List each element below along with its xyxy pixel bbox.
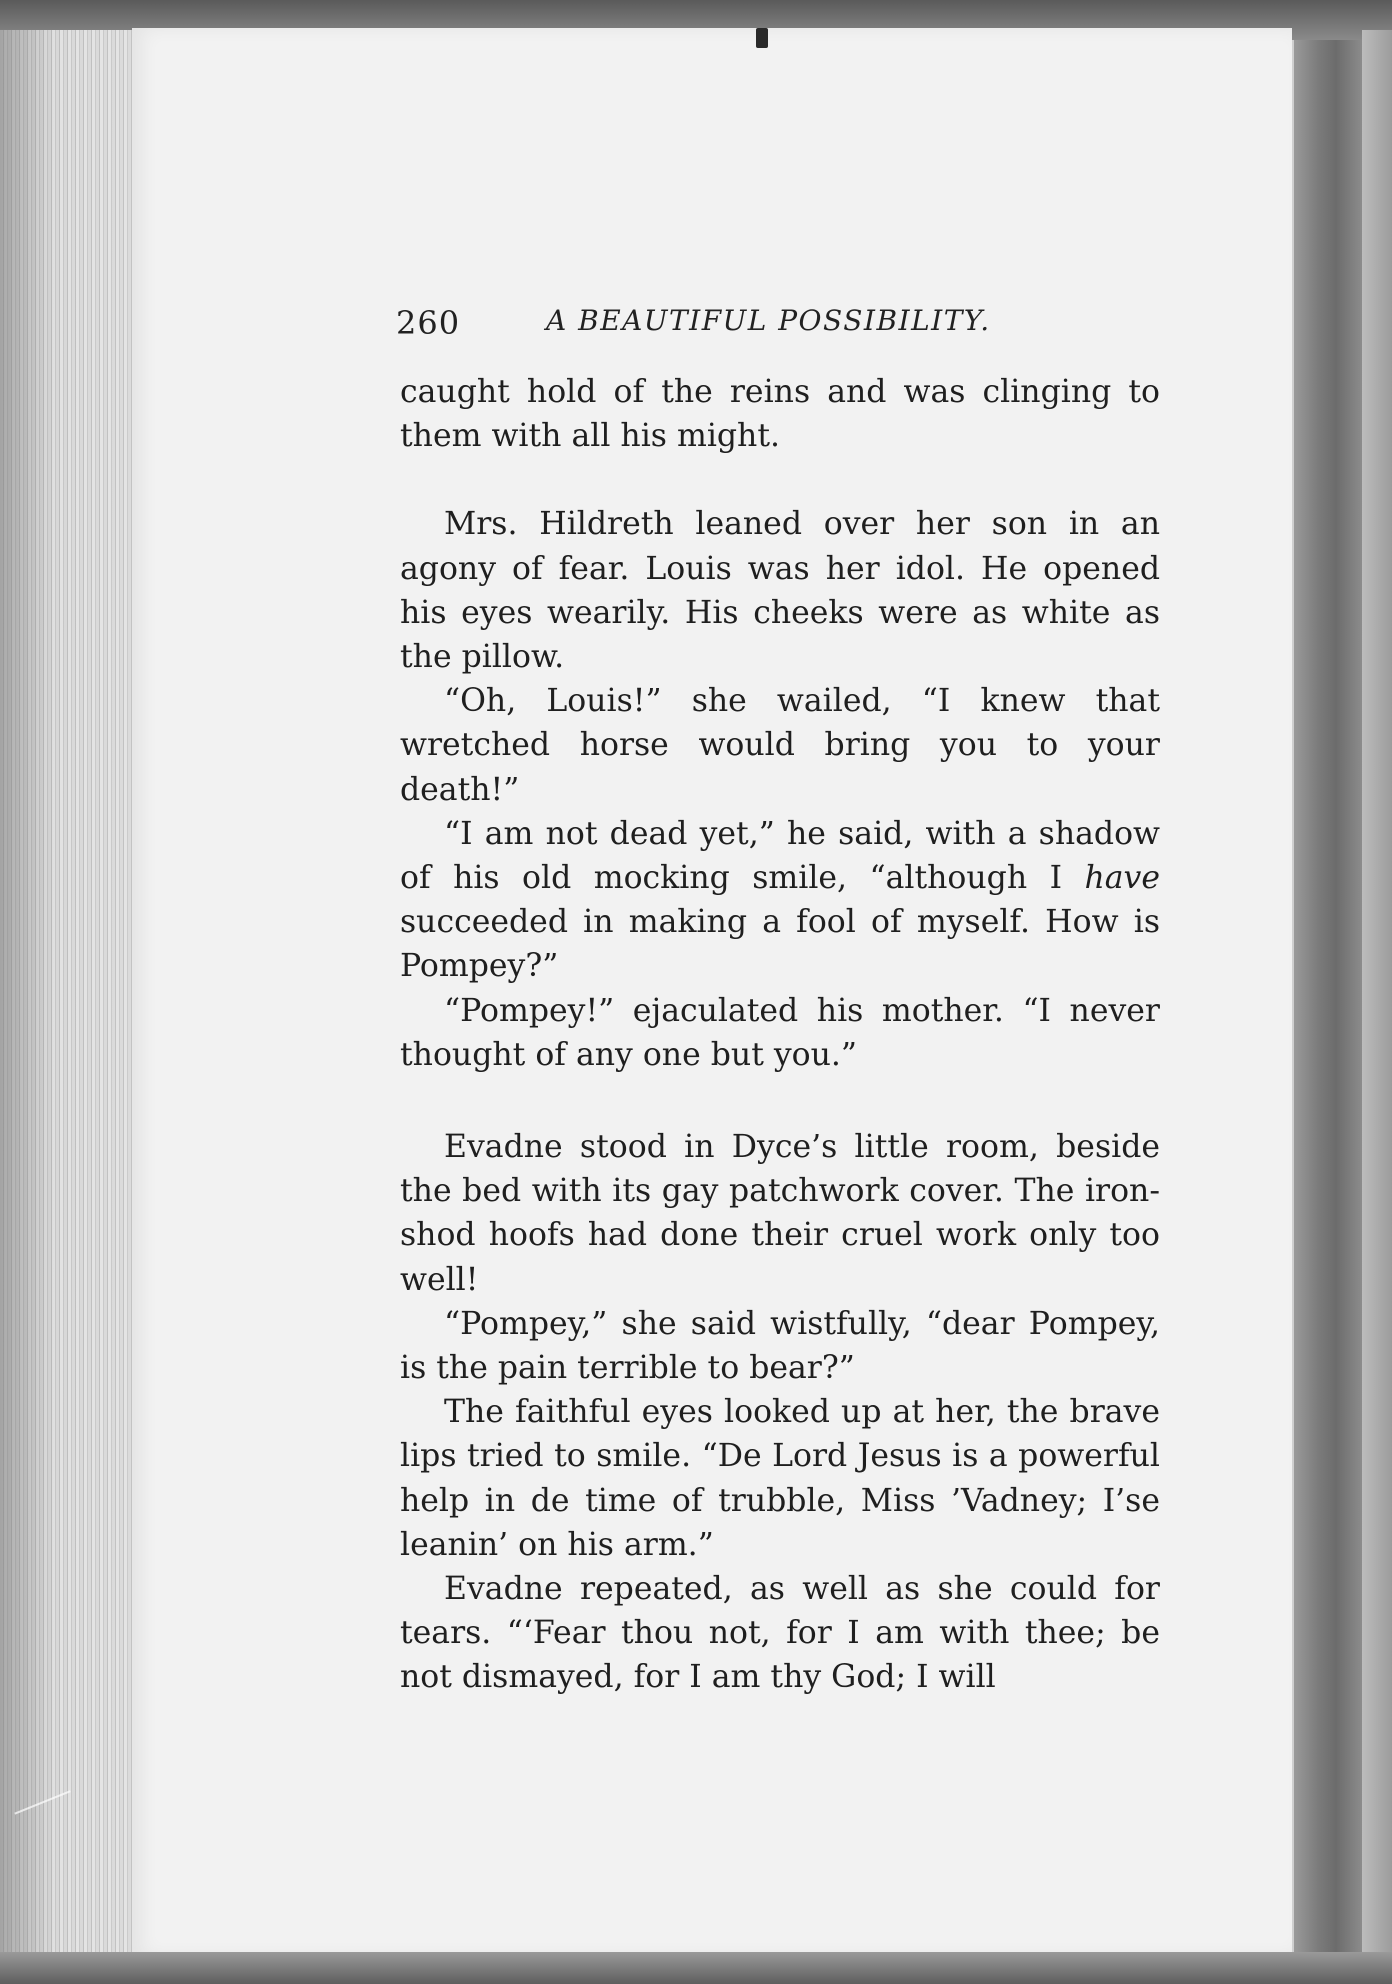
paragraph-5: “Pompey!” ejaculated his mother. “I never thought of any one but you.” <box>400 992 1160 1073</box>
paragraph-6: Evadne stood in Dyce’s little room, beside the bed with its gay patchwork cover. The iron-shod hoofs had done their cruel work only too well! <box>400 1129 1160 1298</box>
book-binding <box>1292 40 1364 1960</box>
page-edges-shadow <box>0 30 140 1960</box>
paragraph-4-part-a: “I am not dead yet,” he said, with a shadow of his old mocking smile, “although I <box>400 815 1160 897</box>
page-header <box>396 296 1156 346</box>
paragraph-4-part-b: succeeded in making a fool of myself. How is Pompey?” <box>400 904 1160 985</box>
running-title: A BEAUTIFUL POSSIBILITY. <box>546 304 991 337</box>
paragraph-9: Evadne repeated, as well as she could for tears. “‘Fear thou not, for I am with thee; be not dismayed, for I am thy God; I will <box>400 1571 1160 1696</box>
paragraph-1: caught hold of the reins and was clinging to them with all his might. <box>400 374 1160 455</box>
paragraph-3: “Oh, Louis!” she wailed, “I knew that wretched horse would bring you to your death!” <box>400 683 1160 808</box>
paragraph-4-emphasis: have <box>1084 860 1160 897</box>
paragraph-7: “Pompey,” she said wistfully, “dear Pompey, is the pain terrible to bear?” <box>400 1305 1160 1387</box>
gutter-mark <box>756 28 768 48</box>
paragraph-2: Mrs. Hildreth leaned over her son in an agony of fear. Louis was her idol. He opened his eyes wearily. His cheeks were as white as the pillow. <box>400 506 1160 676</box>
scan-frame-bottom <box>0 1952 1392 1984</box>
paragraph-8: The faithful eyes looked up at her, the brave lips tried to smile. “De Lord Jesus is a powerful help in de time of trubble, Miss ’Vadney; I’se leanin’ on his arm.” <box>400 1394 1160 1563</box>
body-text <box>400 370 1160 1700</box>
paragraph-4 <box>400 812 1160 989</box>
cover-edge <box>1362 30 1392 1960</box>
page-number: 260 <box>396 304 461 342</box>
